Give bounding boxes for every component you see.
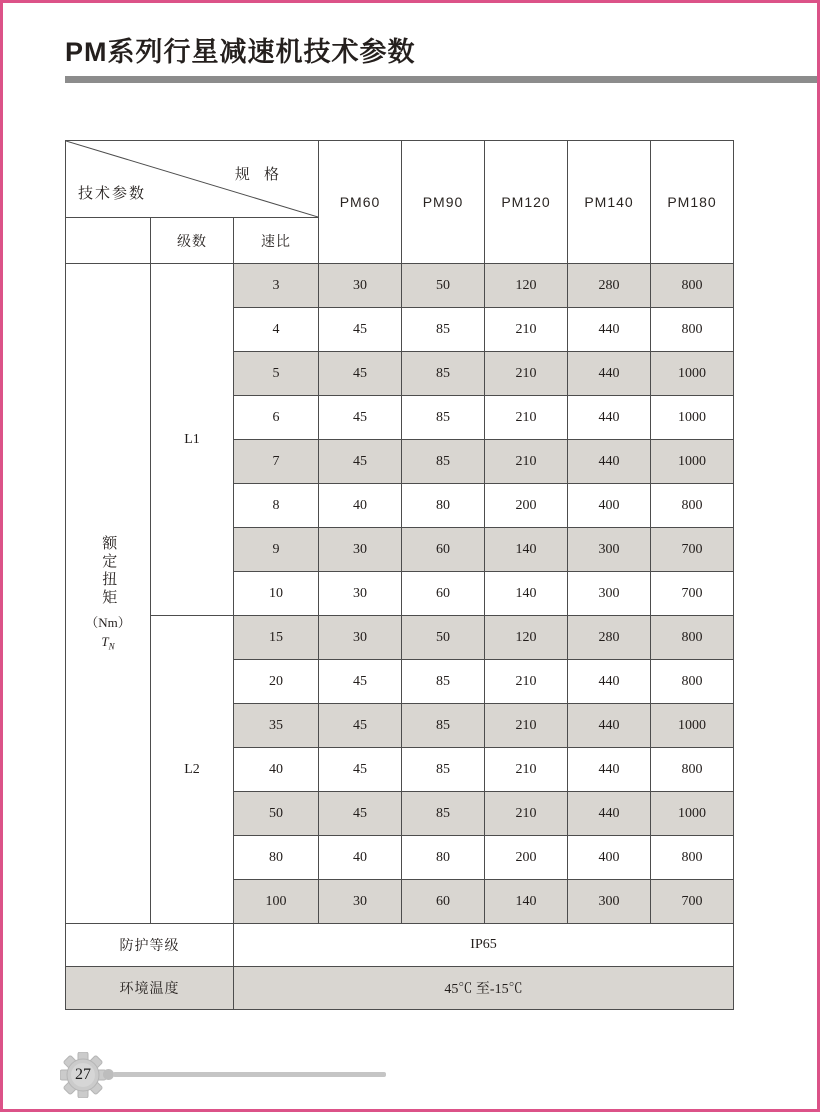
ratio-cell: 40 <box>234 748 319 792</box>
torque-value-cell-pm120: 210 <box>485 704 568 748</box>
torque-value-cell-pm180: 700 <box>651 880 734 924</box>
ambient-temperature-label: 环境温度 <box>66 967 234 1010</box>
torque-value-cell-pm60: 30 <box>319 264 402 308</box>
torque-value-cell-pm90: 50 <box>402 264 485 308</box>
torque-value-cell-pm140: 440 <box>568 308 651 352</box>
torque-value-cell-pm120: 140 <box>485 880 568 924</box>
ratio-cell: 50 <box>234 792 319 836</box>
torque-value-cell-pm60: 30 <box>319 572 402 616</box>
ratio-cell: 3 <box>234 264 319 308</box>
ratio-cell: 5 <box>234 352 319 396</box>
torque-value-cell-pm60: 30 <box>319 528 402 572</box>
column-header-pm90: PM90 <box>402 141 485 264</box>
torque-value-cell-pm120: 210 <box>485 748 568 792</box>
ratio-cell: 6 <box>234 396 319 440</box>
stage-header: 级数 <box>151 218 234 264</box>
torque-value-cell-pm120: 210 <box>485 660 568 704</box>
stage-cell-l1: L1 <box>151 264 234 616</box>
torque-unit: （Nm） <box>85 615 131 631</box>
torque-value-cell-pm140: 440 <box>568 660 651 704</box>
column-header-pm60: PM60 <box>319 141 402 264</box>
torque-axis-cell <box>66 264 151 924</box>
torque-value-cell-pm180: 800 <box>651 616 734 660</box>
ratio-cell: 8 <box>234 484 319 528</box>
ratio-cell: 80 <box>234 836 319 880</box>
torque-value-cell-pm90: 85 <box>402 660 485 704</box>
corner-param-label: 技术参数 <box>78 185 147 202</box>
torque-value-cell-pm90: 85 <box>402 748 485 792</box>
torque-value-cell-pm140: 280 <box>568 616 651 660</box>
torque-value-cell-pm90: 85 <box>402 792 485 836</box>
torque-value-cell-pm180: 800 <box>651 748 734 792</box>
ratio-cell: 9 <box>234 528 319 572</box>
empty-header-cell <box>66 218 151 264</box>
torque-value-cell-pm60: 45 <box>319 352 402 396</box>
torque-value-cell-pm140: 440 <box>568 792 651 836</box>
torque-value-cell-pm90: 60 <box>402 880 485 924</box>
torque-value-cell-pm140: 300 <box>568 880 651 924</box>
torque-value-cell-pm120: 210 <box>485 396 568 440</box>
torque-value-cell-pm140: 300 <box>568 572 651 616</box>
torque-value-cell-pm60: 30 <box>319 880 402 924</box>
torque-value-cell-pm140: 440 <box>568 396 651 440</box>
torque-value-cell-pm120: 210 <box>485 352 568 396</box>
column-header-pm180: PM180 <box>651 141 734 264</box>
torque-value-cell-pm180: 800 <box>651 308 734 352</box>
torque-value-cell-pm60: 45 <box>319 440 402 484</box>
ratio-cell: 20 <box>234 660 319 704</box>
torque-value-cell-pm90: 85 <box>402 396 485 440</box>
torque-value-cell-pm60: 45 <box>319 704 402 748</box>
torque-value-cell-pm180: 1000 <box>651 396 734 440</box>
torque-value-cell-pm60: 45 <box>319 792 402 836</box>
torque-value-cell-pm90: 85 <box>402 352 485 396</box>
torque-value-cell-pm90: 60 <box>402 572 485 616</box>
torque-value-cell-pm60: 40 <box>319 836 402 880</box>
spec-table <box>65 140 734 1010</box>
torque-value-cell-pm180: 1000 <box>651 352 734 396</box>
protection-class-value: IP65 <box>234 924 734 967</box>
torque-value-cell-pm140: 400 <box>568 484 651 528</box>
torque-symbol: $T_N$ <box>101 634 115 652</box>
torque-value-cell-pm180: 1000 <box>651 792 734 836</box>
ambient-temperature-value: 45℃ 至-15℃ <box>234 967 734 1010</box>
torque-value-cell-pm140: 300 <box>568 528 651 572</box>
table-header-row-1 <box>66 141 734 218</box>
torque-value-cell-pm60: 45 <box>319 308 402 352</box>
torque-value-cell-pm180: 800 <box>651 264 734 308</box>
torque-value-cell-pm180: 800 <box>651 660 734 704</box>
table-row <box>66 264 734 308</box>
protection-class-label: 防护等级 <box>66 924 234 967</box>
ratio-cell: 7 <box>234 440 319 484</box>
torque-label: 额定扭矩 <box>100 535 118 608</box>
torque-value-cell-pm180: 1000 <box>651 704 734 748</box>
torque-value-cell-pm180: 700 <box>651 528 734 572</box>
gear-icon <box>60 1052 106 1098</box>
ratio-cell: 15 <box>234 616 319 660</box>
torque-value-cell-pm140: 400 <box>568 836 651 880</box>
table-row <box>66 616 734 660</box>
torque-value-cell-pm120: 140 <box>485 528 568 572</box>
torque-value-cell-pm60: 30 <box>319 616 402 660</box>
torque-value-cell-pm120: 120 <box>485 264 568 308</box>
corner-spec-label: 规 格 <box>234 166 285 183</box>
footer-rule <box>113 1072 386 1077</box>
torque-value-cell-pm180: 1000 <box>651 440 734 484</box>
torque-value-cell-pm120: 210 <box>485 308 568 352</box>
protection-class-row <box>66 924 734 967</box>
torque-value-cell-pm90: 85 <box>402 704 485 748</box>
torque-value-cell-pm90: 80 <box>402 836 485 880</box>
torque-value-cell-pm90: 85 <box>402 440 485 484</box>
torque-value-cell-pm60: 45 <box>319 660 402 704</box>
torque-value-cell-pm120: 210 <box>485 792 568 836</box>
param-table-body <box>66 264 734 924</box>
column-header-pm140: PM140 <box>568 141 651 264</box>
torque-value-cell-pm140: 440 <box>568 704 651 748</box>
ratio-cell: 10 <box>234 572 319 616</box>
torque-value-cell-pm180: 800 <box>651 484 734 528</box>
torque-value-cell-pm120: 210 <box>485 440 568 484</box>
torque-value-cell-pm140: 440 <box>568 748 651 792</box>
stage-cell-l2: L2 <box>151 616 234 924</box>
torque-value-cell-pm140: 280 <box>568 264 651 308</box>
torque-value-cell-pm120: 200 <box>485 836 568 880</box>
torque-value-cell-pm90: 50 <box>402 616 485 660</box>
ratio-cell: 4 <box>234 308 319 352</box>
page-title: PM系列行星减速机技术参数 <box>65 37 416 67</box>
torque-value-cell-pm120: 200 <box>485 484 568 528</box>
torque-value-cell-pm90: 60 <box>402 528 485 572</box>
torque-value-cell-pm140: 440 <box>568 352 651 396</box>
torque-value-cell-pm120: 140 <box>485 572 568 616</box>
ratio-cell: 35 <box>234 704 319 748</box>
torque-value-cell-pm60: 45 <box>319 748 402 792</box>
corner-cell <box>66 141 319 218</box>
torque-value-cell-pm180: 700 <box>651 572 734 616</box>
torque-value-cell-pm90: 80 <box>402 484 485 528</box>
torque-value-cell-pm180: 800 <box>651 836 734 880</box>
page-number: 27 <box>75 1066 91 1083</box>
column-header-pm120: PM120 <box>485 141 568 264</box>
torque-value-cell-pm120: 120 <box>485 616 568 660</box>
ambient-temperature-row <box>66 967 734 1010</box>
ratio-cell: 100 <box>234 880 319 924</box>
torque-value-cell-pm140: 440 <box>568 440 651 484</box>
title-underline-bar <box>65 76 817 83</box>
ratio-header: 速比 <box>234 218 319 264</box>
torque-value-cell-pm60: 40 <box>319 484 402 528</box>
torque-value-cell-pm90: 85 <box>402 308 485 352</box>
torque-value-cell-pm60: 45 <box>319 396 402 440</box>
